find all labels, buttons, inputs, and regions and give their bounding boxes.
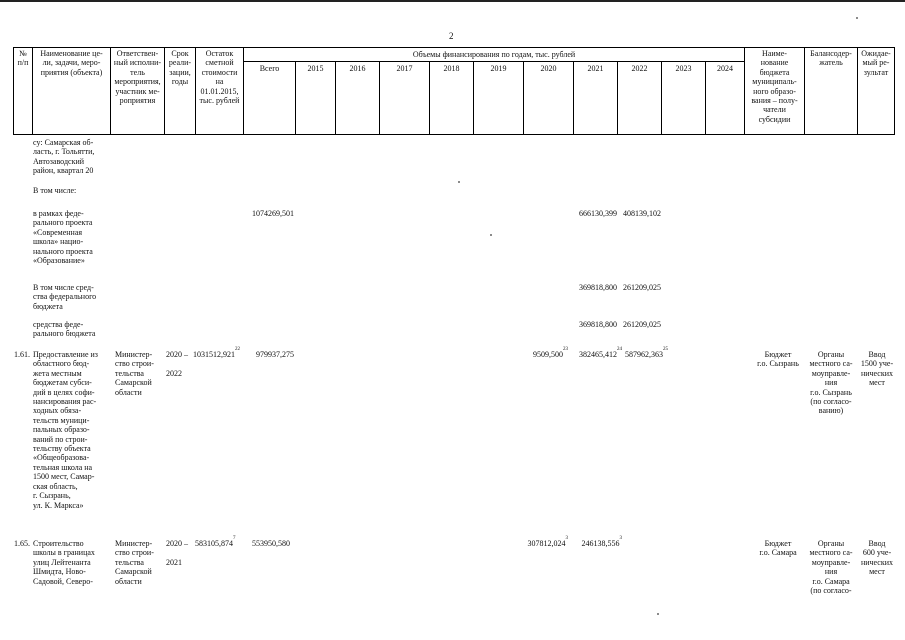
header-year-2016: 2016 xyxy=(349,64,366,73)
row-161-result: Ввод 1500 уче- нических мест xyxy=(860,350,894,388)
row-165-name: Строительство школы в границах улиц Лейтенанта Шмидта, Ново- Садовой, Северо- xyxy=(33,539,95,586)
scan-speck xyxy=(458,181,460,183)
row-165-2021: 246138,556$^3$ xyxy=(581,536,622,548)
scan-speck xyxy=(657,613,659,615)
row-165-holder: Органы местного са- моуправле- ния г.о. Самара (по согласо- xyxy=(809,539,853,596)
page-number: 2 xyxy=(449,31,454,41)
header-year-2024: 2024 xyxy=(717,64,733,73)
row-161-2020: 9509,500$^{23}$ xyxy=(533,347,568,359)
row-161-holder: Органы местного са- моуправле- ния г.о. Сызрань (по согласо- ванию) xyxy=(809,350,853,416)
row-161-name: Предоставление из областного бюд- жета местным бюджетам субси- дий в целях софи- нансирования рас- ходных обяза- тельств муници- пальных образо- ваний по строи- тельству объекта «Общеобразова- тельная школа на 1500 мест, Самар- ская область, г. Сызрань, ул. К. Маркса» xyxy=(33,350,98,510)
row-161-2021: 382465,412$^{24}$ xyxy=(579,347,622,359)
header-year-2021: 2021 xyxy=(587,64,604,73)
federal-budget-2021: 369818,800 xyxy=(579,320,617,329)
header-col-result: Ожидае- мый ре- зультат xyxy=(861,49,891,77)
row-165-responsible: Министер- ство строи- тельства Самарской области xyxy=(115,539,154,586)
top-border-line xyxy=(0,0,905,2)
continued-object-name: су: Самарская об- ласть, г. Тольятти, Автозаводский район, квартал 20 xyxy=(33,138,95,176)
scan-speck xyxy=(490,234,492,236)
header-col-responsible: Ответствен- ный исполни- тель мероприятия, участник ме- роприятия xyxy=(113,49,162,106)
federal-project-total: 1074269,501 xyxy=(252,209,294,218)
federal-budget-name: средства феде- рального бюджета xyxy=(33,320,96,339)
row-161-budget: Бюджет г.о. Сызрань xyxy=(757,350,799,369)
header-year-2019: 2019 xyxy=(490,64,507,73)
row-165-total: 553950,580 xyxy=(252,539,290,548)
header-col-term: Срок реали- зации, годы xyxy=(168,49,192,87)
row-161-total: 979937,275 xyxy=(256,350,294,359)
scan-speck xyxy=(856,17,858,19)
including-federal-budget-2022: 261209,025 xyxy=(623,283,661,292)
row-165-term: 2020 – 2021 xyxy=(166,539,188,567)
row-165-result: Ввод 600 уче- нических мест xyxy=(860,539,894,577)
header-col-number: № п/п xyxy=(17,49,29,68)
row-165-remaining: 583105,874$^7$ xyxy=(195,536,236,548)
federal-project-2022: 408139,102 xyxy=(623,209,661,218)
header-col-budget: Наиме- нование бюджета муниципаль- ного образо- вания – полу- чатели субсидии xyxy=(751,49,798,124)
header-col-total: Всего xyxy=(259,64,280,73)
row-161-term: 2020 – 2022 xyxy=(166,350,188,378)
row-165-number: 1.65. xyxy=(14,539,30,548)
row-165-budget: Бюджет г.о. Самара xyxy=(759,539,797,558)
row-161-remaining: 1031512,921$^{22}$ xyxy=(193,347,240,359)
header-col-name: Наименование це- ли, задачи, меро- приятия (объекта) xyxy=(40,49,103,77)
header-year-2018: 2018 xyxy=(443,64,460,73)
header-year-2023: 2023 xyxy=(675,64,692,73)
header-col-financing: Объемы финансирования по годам, тыс. рублей xyxy=(412,50,576,59)
header-year-2022: 2022 xyxy=(631,64,648,73)
header-year-2015: 2015 xyxy=(307,64,324,73)
table-header xyxy=(13,47,895,135)
federal-project-2021: 666130,399 xyxy=(579,209,617,218)
header-col-holder: Балансодер- жатель xyxy=(810,49,852,68)
including-label: В том числе: xyxy=(33,186,77,195)
header-year-2017: 2017 xyxy=(396,64,413,73)
including-federal-budget-name: В том числе сред- ства федерального бюджета xyxy=(33,283,97,311)
row-161-2022: 587962,363$^{25}$ xyxy=(625,347,668,359)
row-161-number: 1.61. xyxy=(14,350,30,359)
row-165-2020: 307812,024$^3$ xyxy=(527,536,568,548)
header-year-2020: 2020 xyxy=(540,64,557,73)
row-161-responsible: Министер- ство строи- тельства Самарской области xyxy=(115,350,154,397)
federal-project-name: в рамках феде- рального проекта «Современная школа» нацио- нального проекта «Образование» xyxy=(33,209,93,266)
header-col-remaining-cost: Остаток сметной стоимости на 01.01.2015, тыс. рублей xyxy=(199,49,240,106)
federal-budget-2022: 261209,025 xyxy=(623,320,661,329)
including-federal-budget-2021: 369818,800 xyxy=(579,283,617,292)
